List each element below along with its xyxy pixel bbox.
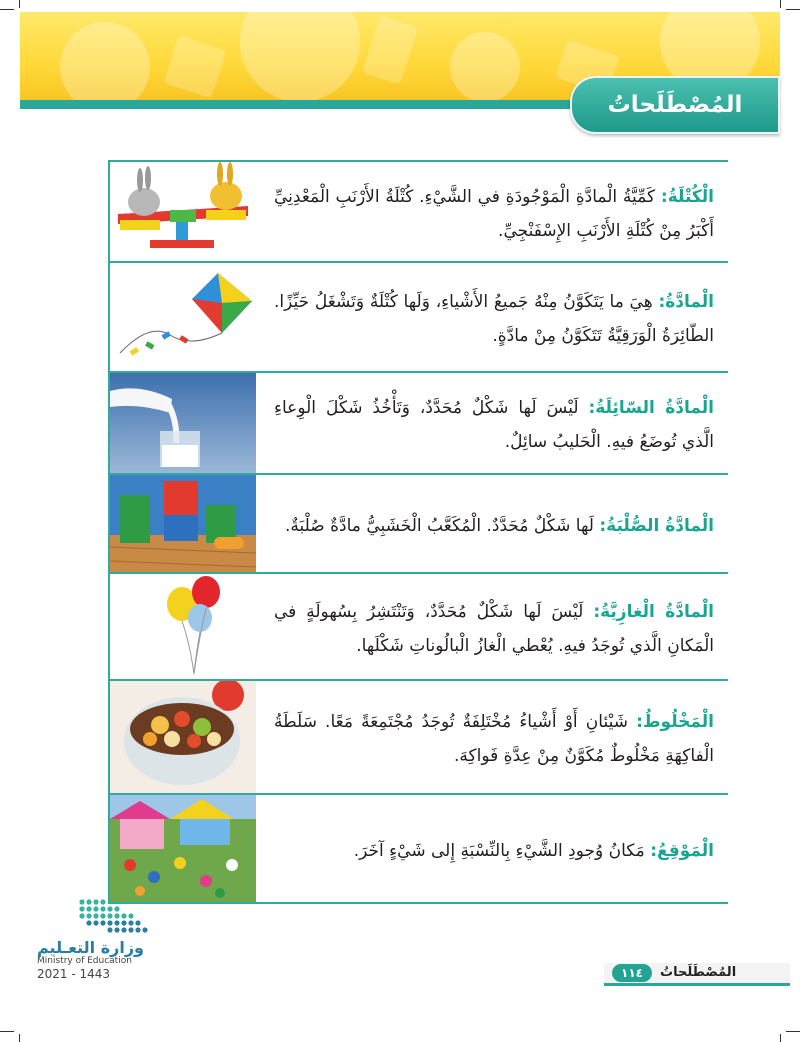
edition-year: 2021 - 1443 (37, 967, 111, 981)
glossary-definition: لَيْسَ لَها شَكْلٌ مُحَدَّدٌ، وَتَنْتَشِرُ بِسُهولَةٍ في الْمَكانِ الَّذي تُوجَدُ فيهِ. يُعْطي الْغازُ الْبالُوناتِ شَكْلَها. (274, 601, 714, 656)
balloons-image (108, 574, 256, 679)
glossary-term: الْمَخْلُوطُ: (636, 712, 715, 732)
glossary-table (108, 160, 728, 904)
crop-mark (0, 9, 14, 10)
fruit-salad-image (108, 681, 256, 793)
glossary-row (108, 160, 728, 261)
glossary-definition: مَكانُ وُجودِ الشَّيْءِ بِالنِّسْبَةِ إِلى شَيْءٍ آخَرَ. (353, 840, 645, 861)
glossary-term: الْمادَّةُ الْغازِيَّةُ: (593, 601, 715, 622)
glossary-term: الْمَوْقِعُ: (650, 840, 714, 861)
glossary-row (108, 572, 728, 679)
footer-section-label: المُصْطَلَحاتُ (660, 965, 737, 980)
crop-mark (19, 1034, 20, 1042)
glossary-row (108, 793, 728, 904)
crop-mark (780, 1034, 781, 1042)
glossary-definition: لَها شَكْلٌ مُحَدَّدٌ. الْمُكَعَّبُ الْخَشَبِيُّ مادَّةٌ صُلْبَةٌ. (285, 515, 594, 536)
ministry-name-english: Ministry of Education (37, 956, 132, 966)
glossary-term: الْكُتْلَةُ: (660, 186, 714, 207)
glossary-definition: لَيْسَ لَها شَكْلٌ مُحَدَّدٌ، وَتَأْخُذُ شَكْلَ الْوِعاءِ الَّذي تُوضَعُ فيهِ. الْحَليبُ سائِلٌ. (274, 398, 714, 452)
glossary-text (256, 373, 728, 473)
glossary-definition: كَمِّيَّةُ الْمادَّةِ الْمَوْجُودَةِ في الشَّيْءِ. كُتْلَةُ الأَرْنَبِ الْمَعْدِنِيِّ أَكْبَرُ مِنْ كُتْلَةِ الأَرْنَبِ الإِسْفَنْجِيِّ. (274, 186, 714, 241)
glossary-text (256, 795, 728, 902)
page-title: المُصْطَلَحاتُ (607, 92, 743, 118)
glossary-row (108, 261, 728, 371)
glossary-text (256, 263, 728, 371)
glossary-row (108, 371, 728, 473)
glossary-text (256, 574, 728, 679)
glossary-text (256, 162, 728, 261)
glossary-definition: شَيْئانِ أَوْ أَشْياءُ مُخْتَلِفَةٌ تُوجَدُ مُجْتَمِعَةً مَعًا. سَلَطَةُ الْفاكِهَةِ مَخْلُوطٌ مُكَوَّنٌ مِنْ عِدَّةِ فَواكِهَ. (274, 712, 714, 766)
glossary-term: الْمادَّةُ الصُّلْبَةُ: (599, 515, 714, 536)
fairground-image (108, 795, 256, 902)
kite-image (108, 263, 256, 371)
glossary-row (108, 473, 728, 572)
ministry-name-arabic: وزارة التعـليم (37, 938, 144, 957)
glossary-term: الْمادَّةُ السّائِلَةُ: (588, 398, 714, 418)
wooden-blocks-image (108, 475, 256, 572)
crop-mark (0, 1031, 14, 1032)
glossary-definition: هِيَ ما يَتَكَوَّنُ مِنْهُ جَميعُ الأَشْياءِ، وَلَها كُتْلَةٌ وَتَشْغَلُ حَيِّزًا. الطّائِرَةُ الْوَرَقِيَّةُ تَتَكَوَّنُ مِنْ مادَّةٍ. (274, 292, 714, 346)
glossary-text (256, 681, 728, 793)
crop-mark (786, 9, 800, 10)
crop-mark (786, 1031, 800, 1032)
ministry-logo-icon (76, 896, 156, 934)
glossary-row (108, 679, 728, 793)
milk-pouring-image (108, 373, 256, 473)
glossary-term: الْمادَّةُ: (658, 292, 714, 312)
rabbits-on-balance-scale-image (108, 162, 256, 261)
glossary-text (256, 475, 728, 572)
page-number: ١١٤ (612, 964, 652, 982)
crop-mark (780, 0, 781, 8)
page-title-tab (570, 76, 780, 134)
crop-mark (19, 0, 20, 8)
